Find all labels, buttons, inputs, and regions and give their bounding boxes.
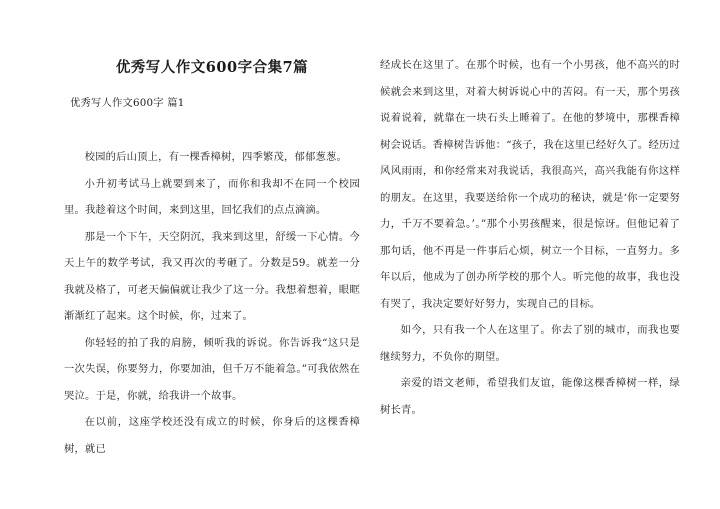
paragraph: 你轻轻的拍了我的肩膀，倾听我的诉说。你告诉我“这只是一次失误，你要努力，你要加油，但千万不能着急。”可我依然在哭泣。于是，你就，给我讲一个故事。 — [64, 336, 360, 402]
left-column — [64, 58, 360, 462]
paragraph: 那是一个下午，天空阴沉，我来到这里，舒缓一下心情。今天上午的数学考试，我又再次的考砸了。分数是59。就差一分我就及格了，可老天偏偏就让我少了这一分。我想着想着，眼眶渐渐红了起来。这个时候，你，过来了。 — [64, 230, 360, 322]
paragraph: 校园的后山顶上，有一棵香樟树，四季繁茂，郁郁葱葱。 — [84, 151, 348, 163]
document-title: 优秀写人作文600字合集7篇 — [115, 59, 309, 76]
paragraph: 亲爱的语文老师，希望我们友谊，能像这棵香樟树一样，绿树长青。 — [380, 377, 680, 416]
essay-subtitle: 优秀写人作文600字 篇1 — [70, 97, 185, 109]
paragraph: 在以前，这座学校还没有成立的时候，你身后的这棵香樟树，就已 — [64, 416, 360, 455]
right-column — [380, 52, 680, 423]
paragraph-continuation: 经成长在这里了。在那个时候，也有一个小男孩，他不高兴的时候就会来到这里，对着大树诉说心中的苦闷。有一天，那个男孩说着说着，就靠在一块石头上睡着了。在他的梦境中，那棵香樟树会说话。香樟树告诉他：“孩子，我在这里已经好久了。经历过风风雨雨，和你经常来对我说话，我很高兴，高兴我能有你这样的朋友。在这里，我要送给你一个成功的秘诀，就是‘你一定要努力，千万不要着急。’。”那个小男孩醒来，很是惊讶。但他记着了那句话，他不再是一件事后心烦，树立一个目标，一直努力。多年以后，他成为了创办所学校的那个人。听完他的故事，我也没有哭了，我决定要好好努力，实现自己的目标。 — [380, 59, 680, 310]
paragraph: 小升初考试马上就要到来了，而你和我却不在同一个校园里。我趁着这个时间，来到这里，回忆我们的点点滴滴。 — [64, 177, 360, 216]
paragraph: 如今，只有我一个人在这里了。你去了别的城市，而我也要继续努力，不负你的期望。 — [380, 324, 680, 363]
